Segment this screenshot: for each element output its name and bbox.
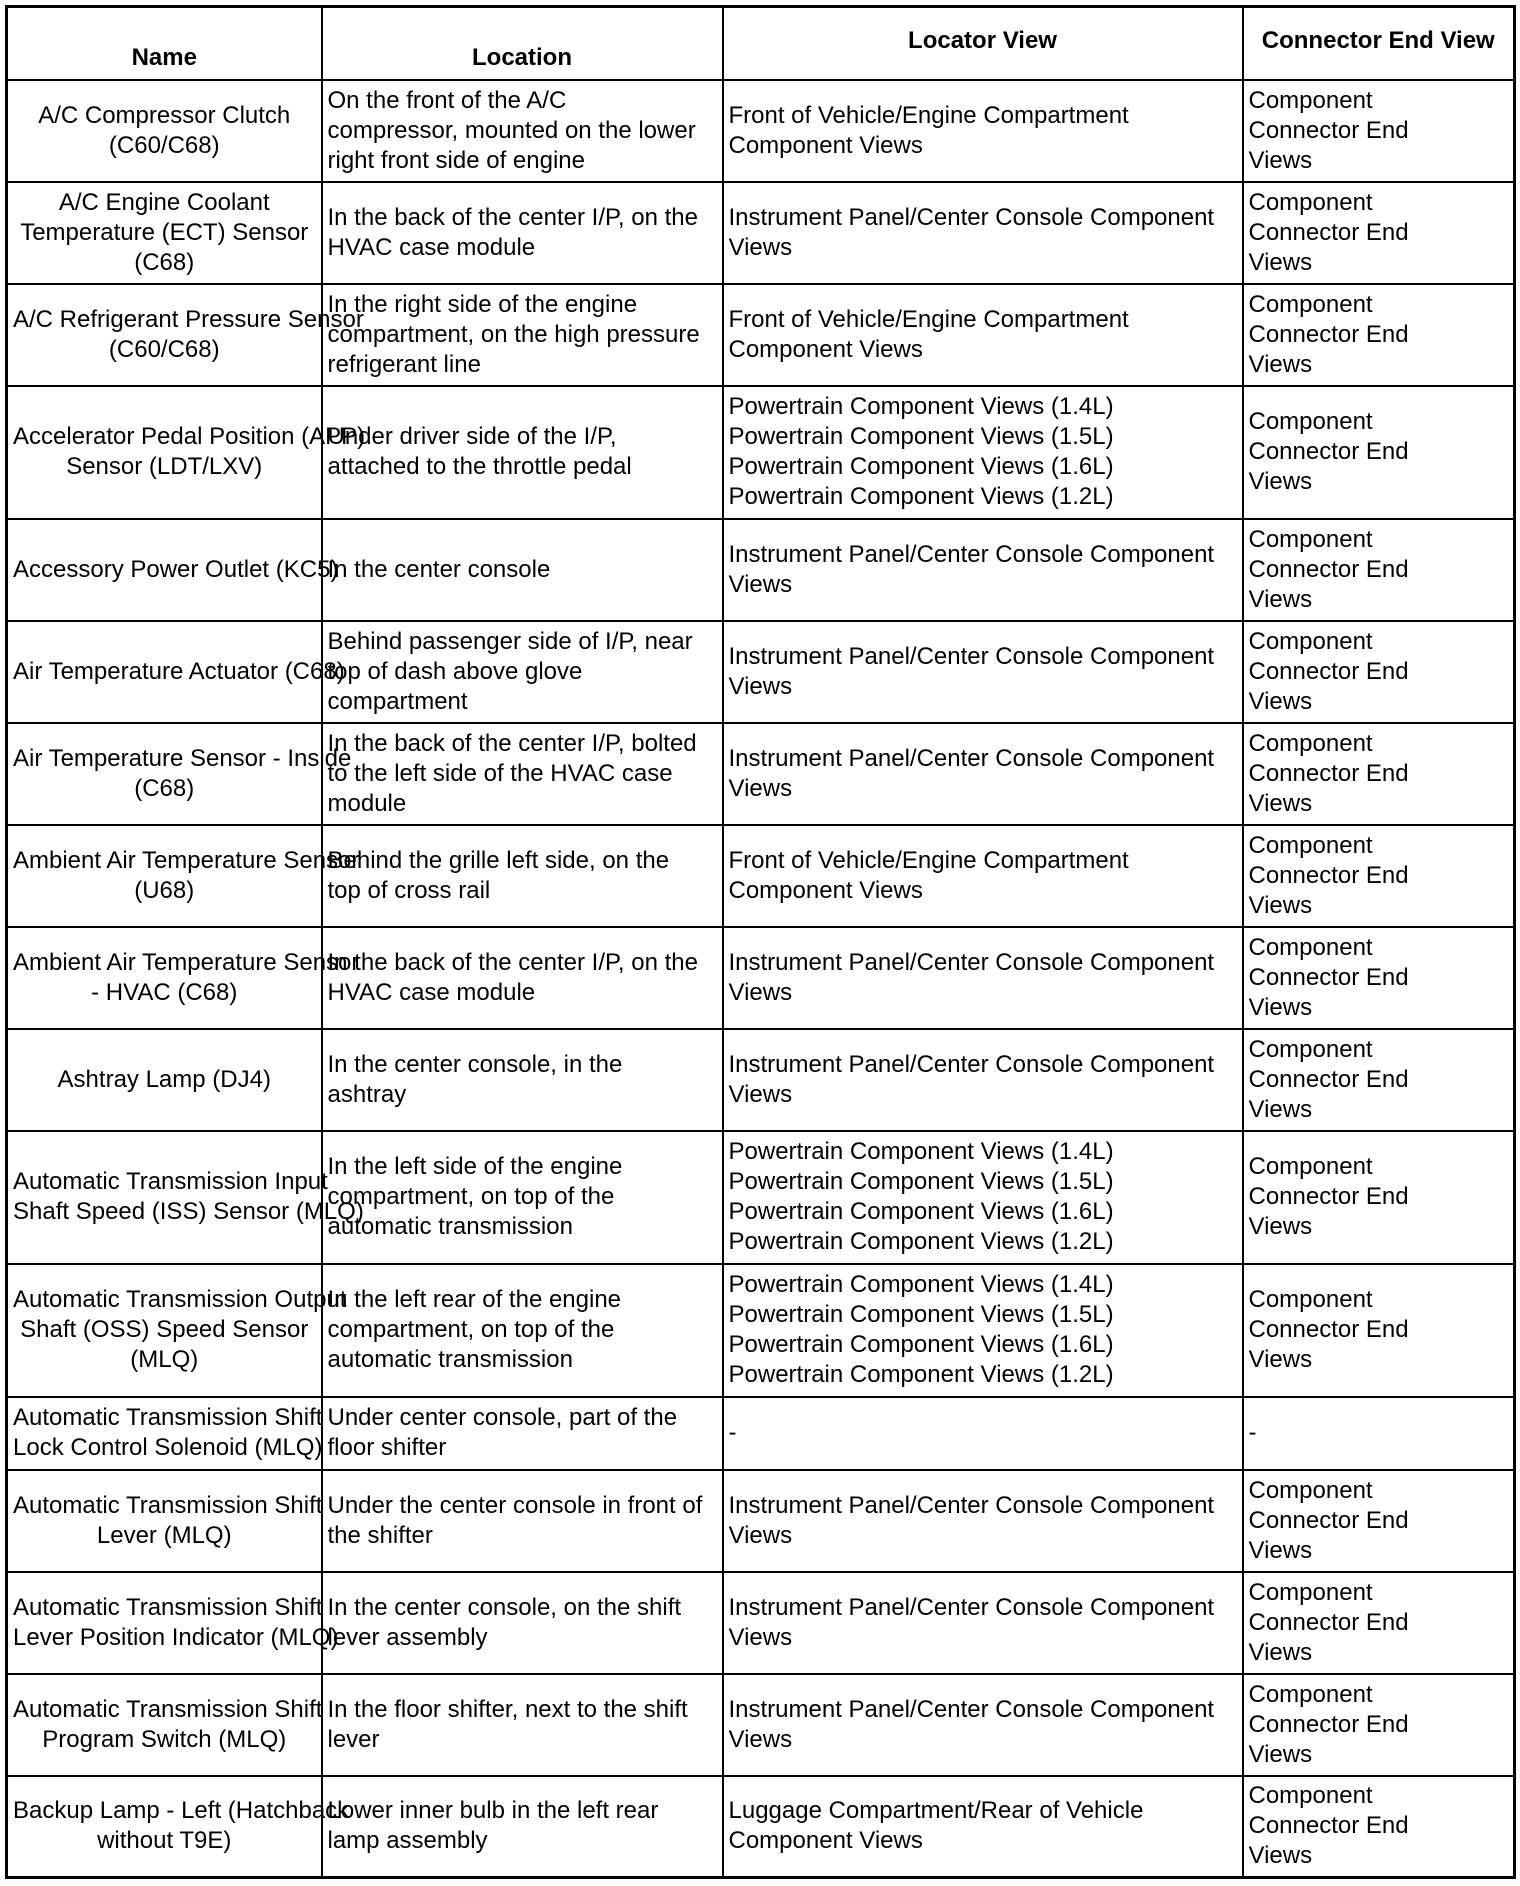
cell-line: floor shifter <box>327 1434 447 1461</box>
cell-line: In the center console, in the <box>327 1050 623 1078</box>
cell-line: Connector End <box>1248 116 1409 144</box>
cell-line: In the center console <box>327 555 551 583</box>
cell-line: Views <box>728 1623 793 1651</box>
cell-line: attached to the throttle pedal <box>327 453 632 480</box>
cell-location <box>322 1572 723 1674</box>
cell-locator-view <box>723 80 1243 182</box>
cell-name <box>7 386 366 519</box>
cell-line: Component <box>1248 1476 1373 1504</box>
cell-line: Powertrain Component Views (1.6L) <box>728 453 1114 480</box>
cell-connector-end-view <box>1243 519 1515 621</box>
cell-line: Connector End <box>1248 1183 1409 1210</box>
cell-line: Views <box>728 233 793 261</box>
cell-name <box>7 1131 364 1264</box>
cell-line: Luggage Compartment/Rear of Vehicle <box>728 1797 1144 1825</box>
cell-location <box>322 1470 723 1572</box>
cell-line: - <box>728 1419 737 1446</box>
table-row <box>7 284 1515 386</box>
cell-line: A/C Compressor Clutch <box>38 101 291 129</box>
cell-name <box>7 1029 322 1131</box>
cell-line: Views <box>1248 468 1313 495</box>
cell-line: Views <box>728 1725 793 1753</box>
cell-line: HVAC case module <box>327 233 536 261</box>
cell-line: In the left rear of the engine <box>327 1286 622 1313</box>
cell-line: Views <box>1248 248 1313 276</box>
component-locator-table-container <box>5 5 1513 1879</box>
cell-line: Views <box>1248 1638 1313 1666</box>
cell-line: Air Temperature Sensor - Inside <box>13 744 352 772</box>
cell-line: On the front of the A/C <box>327 86 567 114</box>
cell-line: (MLQ) <box>130 1346 199 1373</box>
cell-line: Connector End <box>1248 861 1409 889</box>
cell-connector-end-view <box>1243 1572 1515 1674</box>
cell-name <box>7 519 339 621</box>
cell-locator-view <box>723 1674 1243 1776</box>
cell-name <box>7 723 352 825</box>
cell-line: Powertrain Component Views (1.4L) <box>728 1138 1114 1165</box>
cell-location <box>322 1029 723 1131</box>
cell-line: Component <box>1248 525 1373 553</box>
cell-locator-view <box>723 723 1243 825</box>
cell-line: Automatic Transmission Shift <box>13 1491 323 1519</box>
cell-line: Connector End <box>1248 1316 1409 1343</box>
cell-line: Automatic Transmission Shift <box>13 1404 323 1431</box>
cell-line: Automatic Transmission Shift <box>13 1695 323 1723</box>
cell-location <box>322 519 723 621</box>
cell-line: Component <box>1248 86 1373 114</box>
cell-location <box>322 80 723 182</box>
cell-line: Views <box>1248 1740 1313 1768</box>
cell-locator-view <box>723 825 1243 927</box>
cell-line: Connector End <box>1248 1710 1409 1738</box>
cell-line: Shaft Speed (ISS) Sensor (MLQ) <box>13 1198 364 1225</box>
header-connector-end-view: Connector End View <box>1243 7 1515 80</box>
cell-line: Connector End <box>1248 759 1409 787</box>
cell-line: (C68) <box>134 248 195 276</box>
cell-connector-end-view <box>1243 723 1515 825</box>
cell-connector-end-view <box>1243 1470 1515 1572</box>
table-row <box>7 1674 1515 1776</box>
cell-line: (C60/C68) <box>108 131 220 159</box>
cell-name <box>7 825 360 927</box>
cell-line: Component <box>1248 1035 1373 1063</box>
cell-line: Ambient Air Temperature Sensor <box>13 948 360 976</box>
cell-locator-view <box>723 1776 1243 1878</box>
cell-name <box>7 1776 350 1878</box>
header-row <box>7 7 1515 80</box>
cell-line: Instrument Panel/Center Console Component <box>728 744 1215 772</box>
cell-location <box>322 1397 723 1470</box>
cell-line: Air Temperature Actuator (C68) <box>13 657 345 685</box>
cell-location <box>322 182 723 284</box>
cell-connector-end-view <box>1243 825 1515 927</box>
cell-line: Connector End <box>1248 1608 1409 1636</box>
cell-line: Instrument Panel/Center Console Component <box>728 1695 1215 1723</box>
cell-line: Ambient Air Temperature Sensor <box>13 846 360 874</box>
cell-line: Connector End <box>1248 218 1409 246</box>
cell-line: - HVAC (C68) <box>91 978 238 1006</box>
cell-line: Component <box>1248 188 1373 216</box>
table-row <box>7 1029 1515 1131</box>
cell-line: Accelerator Pedal Position (APP) <box>13 423 366 450</box>
table-row <box>7 1264 1515 1397</box>
cell-line: Under driver side of the I/P, <box>327 423 617 450</box>
cell-line: Temperature (ECT) Sensor <box>20 218 309 246</box>
cell-line: lever assembly <box>327 1623 488 1651</box>
cell-line: Component <box>1248 1153 1373 1180</box>
cell-line: the shifter <box>327 1521 433 1549</box>
cell-name <box>7 182 322 284</box>
cell-line: Powertrain Component Views (1.2L) <box>728 1361 1114 1388</box>
cell-line: Connector End <box>1248 963 1409 991</box>
cell-line: Accessory Power Outlet (KC5) <box>13 555 339 583</box>
cell-line: Powertrain Component Views (1.5L) <box>728 1301 1114 1328</box>
cell-line: Views <box>728 570 793 598</box>
cell-name <box>7 1674 322 1776</box>
cell-line: (U68) <box>134 876 195 904</box>
cell-line: Connector End <box>1248 1506 1409 1534</box>
cell-line: Connector End <box>1248 555 1409 583</box>
table-body <box>7 80 1515 1878</box>
cell-line: Lever Position Indicator (MLQ) <box>13 1623 339 1651</box>
cell-line: Instrument Panel/Center Console Component <box>728 203 1215 231</box>
cell-line: Connector End <box>1248 657 1409 685</box>
cell-line: Views <box>728 672 793 700</box>
table-row <box>7 1572 1515 1674</box>
cell-locator-view <box>723 519 1243 621</box>
cell-location <box>322 621 723 723</box>
cell-line: right front side of engine <box>327 146 585 174</box>
cell-line: Instrument Panel/Center Console Component <box>728 948 1215 976</box>
table-row <box>7 386 1515 519</box>
cell-line: (C68) <box>134 774 195 802</box>
cell-line: Front of Vehicle/Engine Compartment <box>728 101 1129 129</box>
cell-location <box>322 1131 723 1264</box>
cell-locator-view <box>723 1397 1243 1470</box>
cell-line: Views <box>1248 1346 1313 1373</box>
cell-line: Instrument Panel/Center Console Component <box>728 1593 1215 1621</box>
cell-line: Powertrain Component Views (1.6L) <box>728 1331 1114 1358</box>
cell-line: A/C Engine Coolant <box>58 188 270 216</box>
table-row <box>7 927 1515 1029</box>
cell-connector-end-view <box>1243 621 1515 723</box>
cell-line: Views <box>728 774 793 802</box>
cell-locator-view <box>723 1470 1243 1572</box>
cell-location <box>322 1264 723 1397</box>
cell-connector-end-view <box>1243 1397 1515 1470</box>
cell-line: Sensor (LDT/LXV) <box>66 453 263 480</box>
table-row <box>7 723 1515 825</box>
cell-line: Component <box>1248 1578 1373 1606</box>
cell-line: Front of Vehicle/Engine Compartment <box>728 305 1129 333</box>
cell-line: Component <box>1248 290 1373 318</box>
cell-line: In the left side of the engine <box>327 1153 623 1180</box>
cell-line: Views <box>1248 146 1313 174</box>
cell-name <box>7 284 364 386</box>
cell-line: lamp assembly <box>327 1827 488 1855</box>
cell-line: A/C Refrigerant Pressure Sensor <box>13 305 364 333</box>
cell-connector-end-view <box>1243 1029 1515 1131</box>
cell-line: Automatic Transmission Output <box>13 1286 347 1313</box>
cell-line: top of cross rail <box>327 876 491 904</box>
cell-line: Front of Vehicle/Engine Compartment <box>728 846 1129 874</box>
cell-line: Powertrain Component Views (1.6L) <box>728 1198 1114 1225</box>
cell-line: Under the center console in front of <box>327 1491 703 1519</box>
cell-line: - <box>1248 1419 1257 1446</box>
cell-line: Powertrain Component Views (1.4L) <box>728 1271 1114 1298</box>
cell-line: Behind the grille left side, on the <box>327 846 670 874</box>
cell-connector-end-view <box>1243 927 1515 1029</box>
cell-locator-view <box>723 1131 1243 1264</box>
cell-name <box>7 1264 347 1397</box>
component-locator-table <box>5 5 1516 1879</box>
cell-line: Component <box>1248 1782 1373 1810</box>
cell-connector-end-view <box>1243 1776 1515 1878</box>
cell-locator-view <box>723 1264 1243 1397</box>
cell-line: Under center console, part of the <box>327 1404 678 1431</box>
cell-locator-view <box>723 284 1243 386</box>
cell-line: Component <box>1248 408 1373 435</box>
cell-line: automatic transmission <box>327 1346 573 1373</box>
cell-line: Views <box>1248 1536 1313 1564</box>
cell-connector-end-view <box>1243 1264 1515 1397</box>
cell-connector-end-view <box>1243 284 1515 386</box>
cell-line: Instrument Panel/Center Console Component <box>728 1050 1215 1078</box>
cell-line: Lower inner bulb in the left rear <box>327 1797 659 1825</box>
cell-location <box>322 723 723 825</box>
table-row <box>7 825 1515 927</box>
cell-locator-view <box>723 1572 1243 1674</box>
cell-location <box>322 284 723 386</box>
cell-line: Component <box>1248 627 1373 655</box>
header-name: Name <box>7 7 322 80</box>
cell-line: Component Views <box>728 876 923 904</box>
table-row <box>7 519 1515 621</box>
cell-line: Component Views <box>728 335 923 363</box>
table-row <box>7 182 1515 284</box>
cell-location <box>322 825 723 927</box>
cell-line: compartment, on top of the <box>327 1183 615 1210</box>
table-row <box>7 1470 1515 1572</box>
cell-line: Lever (MLQ) <box>96 1521 232 1549</box>
cell-name <box>7 1572 339 1674</box>
cell-line: Views <box>1248 1095 1313 1123</box>
cell-line: In the back of the center I/P, on the <box>327 203 698 231</box>
cell-location <box>322 1674 723 1776</box>
cell-line: Powertrain Component Views (1.2L) <box>728 1228 1114 1255</box>
cell-line: ashtray <box>327 1080 407 1108</box>
table-row <box>7 1397 1515 1470</box>
cell-line: Instrument Panel/Center Console Component <box>728 540 1215 568</box>
cell-line: In the floor shifter, next to the shift <box>327 1695 688 1723</box>
cell-line: Program Switch (MLQ) <box>42 1725 287 1753</box>
cell-line: In the center console, on the shift <box>327 1593 682 1621</box>
cell-line: Views <box>1248 1213 1313 1240</box>
cell-locator-view <box>723 927 1243 1029</box>
cell-connector-end-view <box>1243 1674 1515 1776</box>
cell-line: Views <box>1248 1842 1313 1870</box>
cell-line: Powertrain Component Views (1.2L) <box>728 483 1114 510</box>
cell-line: Component <box>1248 1286 1373 1313</box>
cell-line: Views <box>1248 891 1313 919</box>
cell-line: Views <box>1248 993 1313 1021</box>
cell-line: Powertrain Component Views (1.5L) <box>728 1168 1114 1195</box>
table-row <box>7 1131 1515 1264</box>
header-location: Location <box>322 7 723 80</box>
cell-line: top of dash above glove <box>327 657 583 685</box>
cell-line: Component <box>1248 1680 1373 1708</box>
cell-line: Instrument Panel/Center Console Component <box>728 642 1215 670</box>
cell-line: compartment, on top of the <box>327 1316 615 1343</box>
cell-name <box>7 1470 322 1572</box>
cell-line: Component <box>1248 933 1373 961</box>
cell-line: module <box>327 789 407 817</box>
cell-line: In the right side of the engine <box>327 290 638 318</box>
table-row <box>7 621 1515 723</box>
cell-name <box>7 621 345 723</box>
cell-line: compressor, mounted on the lower <box>327 116 696 144</box>
cell-line: Lock Control Solenoid (MLQ) <box>13 1434 323 1461</box>
cell-line: lever <box>327 1725 380 1753</box>
cell-line: Component Views <box>728 1827 923 1855</box>
cell-line: Views <box>1248 585 1313 613</box>
cell-line: Views <box>728 978 793 1006</box>
cell-name <box>7 1397 322 1470</box>
table-row <box>7 80 1515 182</box>
table-row <box>7 1776 1515 1878</box>
cell-line: to the left side of the HVAC case <box>327 759 673 787</box>
cell-locator-view <box>723 1029 1243 1131</box>
cell-line: automatic transmission <box>327 1213 573 1240</box>
cell-line: Backup Lamp - Left (Hatchback <box>13 1797 350 1825</box>
cell-line: Views <box>728 1521 793 1549</box>
cell-line: HVAC case module <box>327 978 536 1006</box>
cell-line: (C60/C68) <box>108 335 220 363</box>
header-locator-view: Locator View <box>723 7 1243 80</box>
cell-line: In the back of the center I/P, on the <box>327 948 698 976</box>
cell-line: Component Views <box>728 131 923 159</box>
cell-location <box>322 927 723 1029</box>
cell-line: Ashtray Lamp (DJ4) <box>57 1065 271 1093</box>
cell-line: compartment, on the high pressure <box>327 320 700 348</box>
cell-line: Automatic Transmission Input <box>13 1168 328 1195</box>
cell-connector-end-view <box>1243 1131 1515 1264</box>
cell-locator-view <box>723 182 1243 284</box>
cell-line: Powertrain Component Views (1.5L) <box>728 423 1114 450</box>
cell-line: Views <box>1248 350 1313 378</box>
cell-line: Views <box>1248 789 1313 817</box>
cell-line: Connector End <box>1248 1065 1409 1093</box>
cell-line: Instrument Panel/Center Console Component <box>728 1491 1215 1519</box>
cell-name <box>7 80 322 182</box>
cell-line: Component <box>1248 729 1373 757</box>
cell-line: Behind passenger side of I/P, near <box>327 627 693 655</box>
cell-line: compartment <box>327 687 468 715</box>
cell-line: Automatic Transmission Shift <box>13 1593 323 1621</box>
cell-line: Shaft (OSS) Speed Sensor <box>20 1316 309 1343</box>
cell-connector-end-view <box>1243 182 1515 284</box>
cell-name <box>7 927 360 1029</box>
cell-line: Component <box>1248 831 1373 859</box>
cell-connector-end-view <box>1243 386 1515 519</box>
cell-line: Connector End <box>1248 320 1409 348</box>
cell-line: Views <box>1248 687 1313 715</box>
cell-line: refrigerant line <box>327 350 481 378</box>
cell-connector-end-view <box>1243 80 1515 182</box>
cell-line: In the back of the center I/P, bolted <box>327 729 697 757</box>
cell-line: without T9E) <box>97 1827 232 1855</box>
cell-location <box>322 1776 723 1878</box>
cell-line: Views <box>728 1080 793 1108</box>
cell-line: Connector End <box>1248 438 1409 465</box>
cell-locator-view <box>723 621 1243 723</box>
cell-locator-view <box>723 386 1243 519</box>
cell-line: Connector End <box>1248 1812 1409 1840</box>
cell-location <box>322 386 723 519</box>
cell-line: Powertrain Component Views (1.4L) <box>728 393 1114 420</box>
